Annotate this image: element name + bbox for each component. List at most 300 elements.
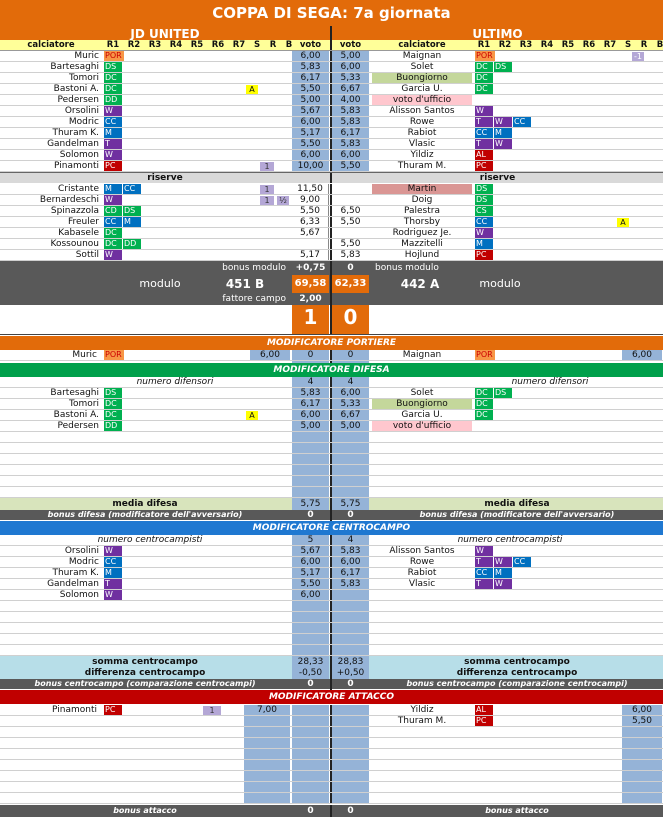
player-name-left: Cristante [58,184,99,194]
bench-row [0,184,663,195]
voto-column-bg [332,705,369,715]
bonus-attacco-right: 0 [347,806,354,816]
center-divider [330,73,332,83]
role-tag: CC [123,184,141,194]
role-tag: DC [475,410,493,420]
bonus-centro-row [0,679,663,689]
bench-header [0,172,663,183]
player-name-right: Alisson Santos [389,546,455,556]
player-voto-left: 6,17 [300,73,321,83]
voto-column-bg [332,727,369,737]
difesa-num-row [0,377,663,388]
player-name-left: Bartesaghi [50,62,99,72]
centro-right-num: 4 [347,535,354,545]
col-role: R4 [169,40,183,50]
role-tag: CS [475,206,493,216]
player-voto-right: 5,33 [340,399,361,409]
role-tag: DS [494,62,512,72]
role-tag: W [104,106,122,116]
modificatore-attacco [0,690,663,704]
voto-column-bg [292,771,329,781]
role-tag: CD [104,206,122,216]
role-tag: CC [475,128,493,138]
player-name-left: Modric [68,117,99,127]
center-divider [330,623,332,633]
role-tag: POR [104,51,124,61]
center-divider [330,217,332,227]
center-divider [330,84,332,94]
center-divider [330,206,332,216]
player-name-right: Mazzitelli [401,239,443,249]
bonus-difesa-right: 0 [347,510,354,520]
modificatore-difesa-title: MODIFICATORE DIFESA [273,365,390,375]
player-voto-right: 5,00 [340,421,361,431]
bonus-modulo-left: +0,75 [295,263,326,273]
bonus-badge: ½ [277,196,289,205]
bonus-modulo-row [0,261,663,275]
player-voto-left: 5,00 [300,421,321,431]
center-divider [330,184,332,194]
role-tag: W [104,250,122,260]
col-calciatore: calciatore [398,40,446,50]
role-tag: PC [475,250,493,260]
player-voto-left: 6,00 [300,410,321,420]
col-role: R6 [211,40,225,50]
role-tag: W [494,579,512,589]
player-voto-right: 6,67 [340,84,361,94]
role-tag: T [475,139,493,149]
center-divider [330,656,332,668]
starter-row [0,150,663,161]
starter-row [0,161,663,172]
center-divider [330,239,332,249]
role-tag: W [475,106,493,116]
voto-column-bg [332,612,369,622]
voto-column-bg [292,443,329,453]
voto-column-bg [292,487,329,497]
somma-centro-right: 28,83 [337,657,364,667]
player-voto-left: 5,17 [292,250,329,260]
center-divider [330,95,332,105]
player-voto-right: 5,83 [340,250,361,260]
num-difensori-label-right: numero difensori [511,377,589,387]
player-voto-right: 6,67 [340,410,361,420]
bonus-centro-label: bonus centrocampo (comparazione centrocampi) [34,679,256,688]
player-voto-left: 5,00 [300,95,321,105]
col-role: R4 [540,40,554,50]
center-divider [330,195,332,205]
score-right: 0 [332,305,369,334]
starter-row [0,73,663,84]
role-tag: DS [475,184,493,194]
total-right: 62,33 [332,275,369,293]
center-divider [330,161,332,171]
player-name-left: Thuram K. [52,128,99,138]
center-divider [330,139,332,149]
col-role: R [640,40,648,50]
voto-column-bg [622,738,662,748]
col-role: R7 [603,40,617,50]
role-tag: W [475,546,493,556]
player-voto-right: 5,83 [340,546,361,556]
player-voto-left: 6,00 [300,150,321,160]
voto-column-bg [292,634,329,644]
bonus-badge: 1 [203,706,221,715]
score-left: 1 [292,305,329,334]
voto-column-bg [292,727,329,737]
role-tag: DC [104,84,122,94]
role-tag: M [104,184,122,194]
voto-column-bg [244,782,290,792]
attacco-row [0,793,663,804]
score-row [0,305,663,335]
center-divider [330,128,332,138]
center-divider [330,782,332,792]
center-divider [330,173,332,183]
bonus-attacco-label-right: bonus attacco [485,806,549,815]
portiere-row [0,350,663,361]
difesa-left-num: 4 [307,377,314,387]
col-role: S [253,40,261,50]
player-name-right: Buongiorno [372,73,472,83]
col-role: R2 [127,40,141,50]
player-name-right: Rabiot [407,568,437,578]
modulo-label-right: modulo [479,277,521,290]
role-tag: POR [475,350,495,360]
role-tag: CC [104,217,122,227]
centro-row [0,579,663,590]
starter-row [0,62,663,73]
attacco-left-voto: 7,00 [256,705,278,715]
col-voto: voto [339,40,362,50]
player-name-right: Solet [410,388,434,398]
voto-column-bg [292,793,329,803]
role-tag: AL [475,705,493,715]
bonus-difesa-row [0,510,663,520]
attacco-right-name: Thuram M. [397,716,447,726]
role-tag: CC [104,117,122,127]
voto-column-bg [332,476,369,486]
num-centro-label: numero centrocampisti [97,535,203,545]
voto-column-bg [622,793,662,803]
attacco-right-name: Yildiz [410,705,434,715]
player-name-left: Tomori [69,73,99,83]
center-divider [330,510,332,520]
player-voto-right: 6,00 [340,150,361,160]
difesa-row [0,388,663,399]
difesa-row [0,443,663,454]
player-voto-left: 5,17 [300,568,321,578]
role-tag: DC [104,228,122,238]
col-role: R3 [148,40,162,50]
modulo-left: 451 B [225,277,265,291]
center-divider [330,117,332,127]
col-role: R [269,40,277,50]
attacco-row [0,705,663,716]
team-right-name: ULTIMO [472,27,523,40]
voto-column-bg [332,465,369,475]
center-divider [330,579,332,589]
col-role: B [656,40,663,50]
voto-column-bg [244,727,290,737]
player-voto-left: 6,00 [300,590,321,600]
media-difesa-left: 5,75 [300,499,321,509]
role-tag: M [104,568,122,578]
player-voto-right: 5,00 [340,51,361,61]
player-name-right: Palestra [403,206,440,216]
voto-column-bg [292,738,329,748]
bonus-badge: 1 [260,185,274,194]
role-tag: W [104,590,122,600]
player-voto-left [292,239,329,249]
role-tag: DS [104,388,122,398]
player-voto-right: 5,33 [340,73,361,83]
col-role: S [624,40,632,50]
voto-column-bg [622,749,662,759]
media-difesa-right: 5,75 [340,499,361,509]
player-voto-left: 10,00 [297,161,324,171]
voto-column-bg [292,476,329,486]
bench-row [0,239,663,250]
center-divider [330,634,332,644]
role-tag: T [104,579,122,589]
center-divider [330,40,332,50]
attacco-row [0,771,663,782]
somma-centro-label: somma centrocampo [92,657,198,667]
player-name-right: Martin [372,184,472,194]
voto-column-bg [332,645,369,655]
bonus-modulo-label-right: bonus modulo [375,263,439,273]
voto-column-bg [332,793,369,803]
team-left-name: JD UNITED [130,27,200,40]
team-header [0,26,663,40]
center-divider [330,275,332,293]
player-voto-right: 4,00 [340,95,361,105]
center-divider [330,612,332,622]
centro-row [0,634,663,645]
bonus-badge: -1 [632,52,644,61]
center-divider [330,546,332,556]
player-voto-left: 6,33 [292,217,329,227]
player-voto-right: 6,17 [340,128,361,138]
modulo-row [0,275,663,293]
difesa-row [0,410,663,421]
player-name-left: Gandelman [47,579,99,589]
center-divider [330,228,332,238]
voto-column-bg [332,487,369,497]
player-name-left: Bastoni A. [53,410,99,420]
title-bar [0,0,663,26]
center-divider [330,498,332,510]
voto-column-bg [332,749,369,759]
role-tag: DC [475,84,493,94]
starter-row [0,95,663,106]
diff-centro-left: -0,50 [298,668,323,678]
modificatore-attacco-title: MODIFICATORE ATTACCO [268,692,395,702]
player-voto-left: 11,50 [292,184,329,194]
voto-column-bg [244,738,290,748]
centro-row [0,645,663,656]
center-divider [330,410,332,420]
diff-centro-label-right: differenza centrocampo [456,668,578,678]
centro-row [0,557,663,568]
voto-column-bg [332,760,369,770]
voto-column-bg [332,443,369,453]
voto-column-bg [292,782,329,792]
center-divider [330,716,332,726]
center-divider [330,557,332,567]
media-difesa-row [0,498,663,510]
bench-row [0,250,663,261]
voto-column-bg [332,454,369,464]
s-flag: A [246,411,258,420]
portiere-left-bonus: 0 [307,350,314,360]
role-tag: DC [104,399,122,409]
player-name-right: Garcia U. [401,410,443,420]
player-voto-right [332,228,369,238]
centro-row [0,612,663,623]
voto-column-bg [244,793,290,803]
player-name-right: Buongiorno [372,399,472,409]
bonus-difesa-label-right: bonus difesa (modificatore dell'avversario) [419,510,615,519]
player-name-right: Doig [411,195,433,205]
somma-centro-label-right: somma centrocampo [464,657,570,667]
player-name-left: Pedersen [57,95,99,105]
starter-row [0,117,663,128]
voto-column-bg [292,454,329,464]
player-name-left: Modric [68,557,99,567]
center-divider [330,568,332,578]
voto-column-bg [292,749,329,759]
player-name-right: Garcia U. [401,84,443,94]
role-tag: DC [104,239,122,249]
center-divider [330,601,332,611]
portiere-left-name: Muric [72,350,97,360]
player-voto-left: 5,67 [300,546,321,556]
column-headers [0,40,663,51]
attacco-row [0,738,663,749]
attacco-right-voto: 6,00 [631,705,653,715]
voto-column-bg [332,771,369,781]
center-divider [330,760,332,770]
role-tag: T [475,117,493,127]
role-tag: PC [475,161,493,171]
player-name-left: Bastoni A. [53,84,99,94]
difesa-row [0,432,663,443]
difesa-row [0,487,663,498]
somma-centro-left: 28,33 [297,657,324,667]
bench-label-right: riserve [479,173,516,183]
player-voto-left: 5,50 [300,139,321,149]
player-name-left: Spinazzola [50,206,99,216]
voto-column-bg [292,760,329,770]
role-tag: W [475,228,493,238]
role-tag: POR [104,350,124,360]
center-divider [330,62,332,72]
voto-column-bg [332,716,369,726]
voto-column-bg [292,612,329,622]
role-tag: DS [104,62,122,72]
starter-row [0,139,663,150]
centro-row [0,601,663,612]
player-voto-right: 6,50 [340,206,361,216]
role-tag: DC [475,73,493,83]
s-flag: A [617,218,629,227]
player-voto-right: 6,17 [340,568,361,578]
role-tag: W [104,546,122,556]
player-voto-right: 5,83 [340,139,361,149]
difesa-row [0,421,663,432]
player-voto-left: 5,17 [300,128,321,138]
bonus-centro-left: 0 [307,679,314,689]
bonus-centro-label-right: bonus centrocampo (comparazione centrocampi) [406,679,628,688]
voto-column-bg [292,465,329,475]
voto-column-bg [244,771,290,781]
player-name-right: Hojlund [404,250,440,260]
role-tag: PC [475,716,493,726]
modificatore-portiere [0,336,663,350]
bonus-centro-right: 0 [347,679,354,689]
center-divider [330,705,332,715]
player-name-right: Yildiz [410,150,434,160]
player-name-left: Muric [74,51,99,61]
bonus-badge: 1 [260,196,274,205]
player-voto-left: 6,00 [300,51,321,61]
portiere-right-bonus: 0 [347,350,354,360]
voto-column-bg [332,432,369,442]
role-tag: PC [104,705,122,715]
player-voto-left: 5,67 [300,106,321,116]
fattore-campo-value: 2,00 [299,294,322,304]
player-voto-left: 6,17 [300,399,321,409]
player-voto-right: 6,00 [340,62,361,72]
center-divider [330,388,332,398]
col-role: R1 [477,40,491,50]
role-tag: CC [513,117,531,127]
player-name-right: Thuram M. [397,161,447,171]
portiere-left-voto: 6,00 [250,350,290,360]
voto-column-bg [292,716,329,726]
voto-column-bg [622,782,662,792]
center-divider [330,150,332,160]
player-name-right: Rodriguez Je. [392,228,452,238]
voto-column-bg [332,590,369,600]
role-tag: DS [123,206,141,216]
player-name-left: Gandelman [47,139,99,149]
attacco-row [0,749,663,760]
voto-column-bg [292,432,329,442]
center-divider [330,261,332,275]
player-voto-right: 6,00 [340,557,361,567]
somma-centro-row [0,656,663,668]
difesa-row [0,454,663,465]
voto-column-bg [622,727,662,737]
bonus-modulo-label: bonus modulo [222,263,286,273]
col-voto: voto [299,40,322,50]
player-name-right: Maignan [402,51,442,61]
center-divider [330,645,332,655]
player-name-right: voto d'ufficio [372,421,472,431]
center-divider [330,668,332,679]
role-tag: T [475,557,493,567]
modulo-right: 442 A [400,277,440,291]
player-voto-left: 5,50 [300,84,321,94]
center-divider [330,738,332,748]
role-tag: AL [475,150,493,160]
center-divider [330,476,332,486]
modificatore-centrocampo-title: MODIFICATORE CENTROCAMPO [252,523,411,533]
media-difesa-label-right: media difesa [484,499,550,509]
